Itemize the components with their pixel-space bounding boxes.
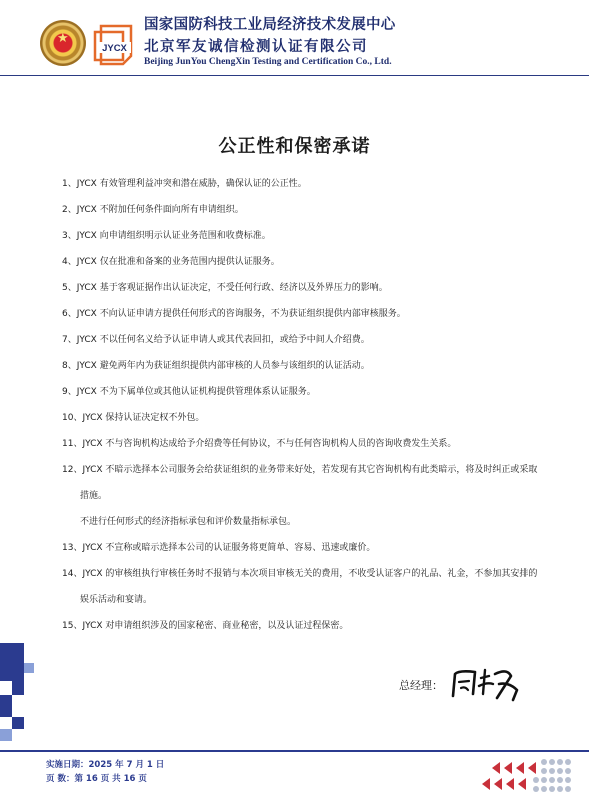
header-divider (0, 75, 589, 76)
list-item: 4、JYCX 仅在批准和备案的业务范围内提供认证服务。 (62, 257, 280, 267)
org-name-secondary: 北京军友诚信检测认证有限公司 (144, 39, 368, 55)
page-title: 公正性和保密承诺 (218, 136, 371, 157)
list-item: 3、JYCX 向申请组织明示认证业务范围和收费标准。 (62, 231, 271, 241)
star-icon: ★ (57, 31, 69, 46)
list-item: 10、JYCX 保持认证决定权不外包。 (62, 413, 205, 423)
list-item: 11、JYCX 不与咨询机构达成给予介绍费等任何协议，不与任何咨询机构人员的咨询收费发生关系。 (62, 439, 457, 449)
jycx-logo-icon (93, 22, 135, 70)
list-item: 14、JYCX 的审核组执行审核任务时不报销与本次项目审核无关的费用，不收受认证客户的礼品、礼金，不参加其安排的 (62, 569, 538, 579)
list-item: 13、JYCX 不宣称或暗示选择本公司的认证服务将更简单、容易、迅速或廉价。 (62, 543, 376, 553)
list-item: 8、JYCX 避免两年内为获证组织提供内部审核的人员参与该组织的认证活动。 (62, 361, 370, 371)
list-item: 15、JYCX 对申请组织涉及的国家秘密、商业秘密，以及认证过程保密。 (62, 621, 349, 631)
logo-text: JYCX (102, 43, 127, 54)
list-item-continuation: 娱乐活动和宴请。 (80, 595, 153, 605)
list-item: 6、JYCX 不向认证申请方提供任何形式的咨询服务，不为获证组织提供内部审核服务。 (62, 309, 406, 319)
list-item: 5、JYCX 基于客观证据作出认证决定，不受任何行政、经济以及外界压力的影响。 (62, 283, 388, 293)
national-emblem-seal-icon (40, 20, 86, 66)
commitment-list (62, 178, 562, 633)
letterhead (0, 0, 589, 90)
footer-arrow-decoration (458, 756, 578, 796)
footer-divider (0, 750, 589, 752)
handwritten-signature (447, 664, 527, 704)
list-item-note: 不进行任何形式的经济指标承包和评价数量指标承包。 (80, 517, 297, 527)
effective-date: 实施日期：2025 年 7 月 1 日 (46, 760, 165, 770)
side-decoration (0, 643, 40, 753)
list-item: 7、JYCX 不以任何名义给予认证申请人或其代表回扣，或给予中间人介绍费。 (62, 335, 370, 345)
signature-block (399, 664, 539, 704)
page-info: 页 数：第 16 页 共 16 页 (46, 774, 147, 784)
list-item: 9、JYCX 不为下属单位或其他认证机构提供管理体系认证服务。 (62, 387, 316, 397)
org-name-primary: 国家国防科技工业局经济技术发展中心 (144, 17, 396, 33)
list-item-continuation: 措施。 (80, 491, 108, 501)
list-item: 1、JYCX 有效管理利益冲突和潜在威胁，确保认证的公正性。 (62, 179, 307, 189)
signature-label: 总经理： (399, 679, 443, 692)
list-item: 12、JYCX 不暗示选择本公司服务会给获证组织的业务带来好处，若发现有其它咨询机构有此类暗示，将及时纠正或采取 (62, 465, 538, 475)
org-name-english: Beijing JunYou ChengXin Testing and Certification Co., Ltd. (144, 57, 392, 67)
list-item: 2、JYCX 不附加任何条件面向所有申请组织。 (62, 205, 244, 215)
